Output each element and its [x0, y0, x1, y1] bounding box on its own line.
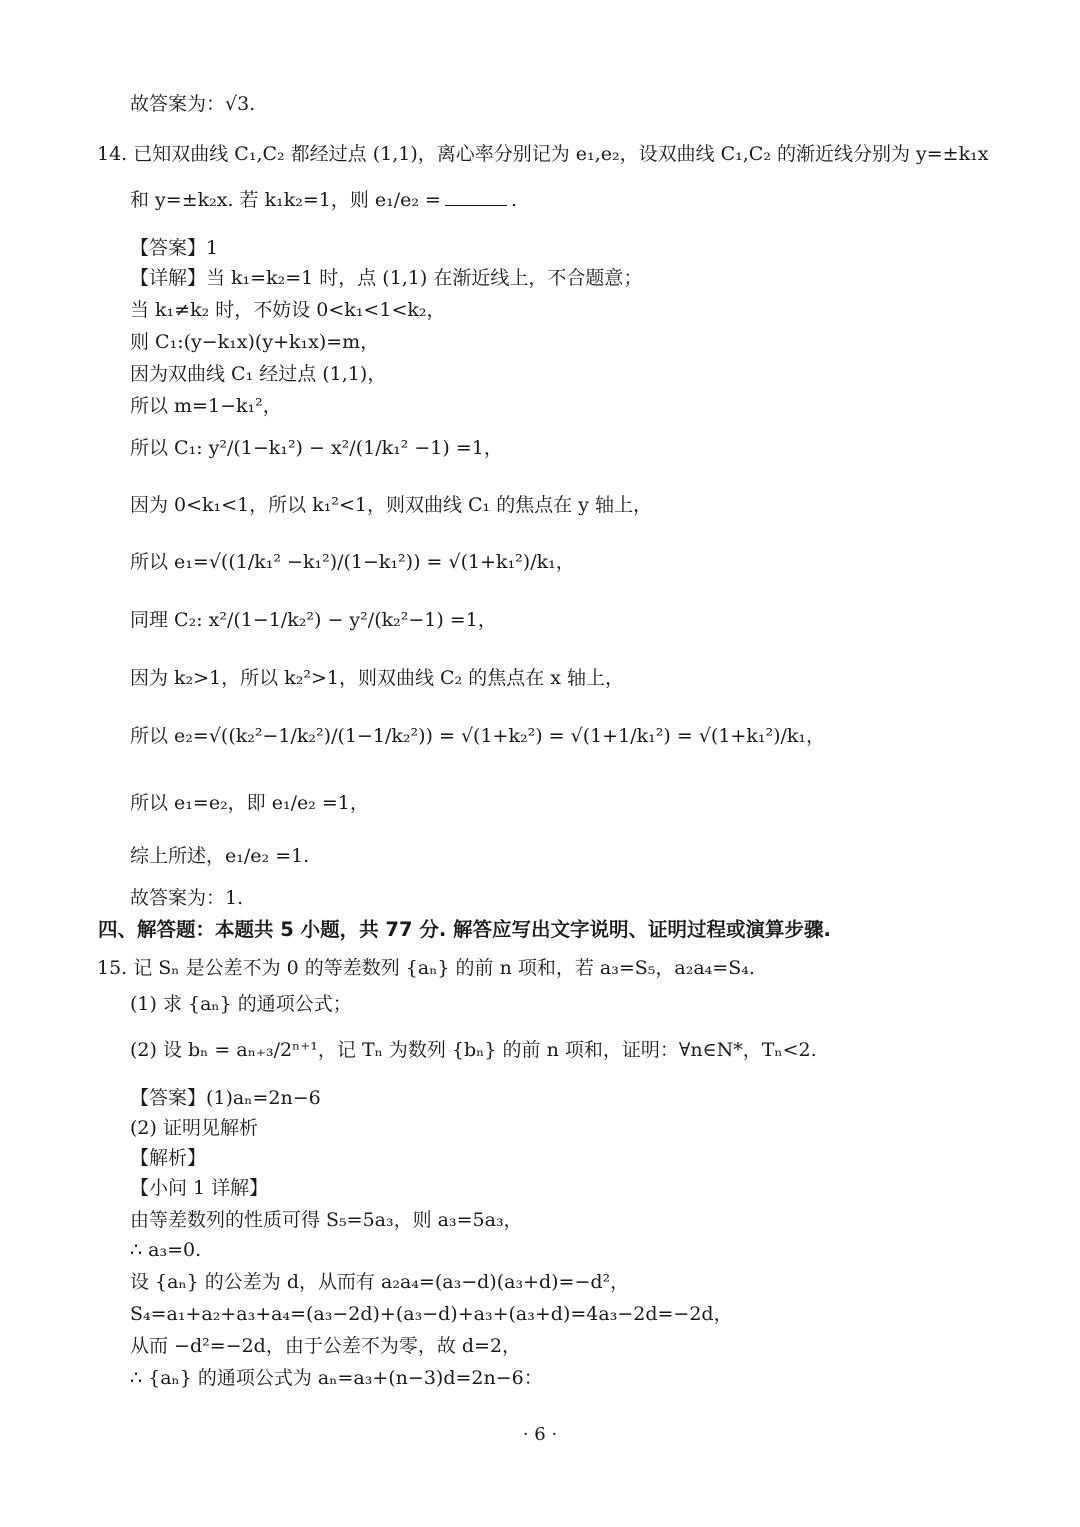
text-line: ∴ {aₙ} 的通项公式为 aₙ=a₃+(n−3)d=2n−6：	[130, 1367, 543, 1389]
formula-line: 所以 C₁: y²/(1−k₁²) − x²/(1/k₁² −1) =1，	[130, 437, 503, 459]
formula-line: 所以 e₁=√((1/k₁² −k₁²)/(1−k₁²)) = √(1+k₁²)/k₁，	[130, 551, 575, 573]
text-line: 所以 m=1−k₁²，	[130, 395, 282, 417]
question-14-cont: 和 y=±k₂x. 若 k₁k₂=1，则 e₁/e₂ =	[130, 189, 441, 211]
text-line: 由等差数列的性质可得 S₅=5a₃，则 a₃=5a₃，	[130, 1209, 523, 1231]
subquestion-2: (2) 设 bₙ = aₙ₊₃/2ⁿ⁺¹，记 Tₙ 为数列 {bₙ} 的前 n 项和，证明：∀n∈N*，Tₙ<2.	[130, 1039, 817, 1061]
question-14: 14. 已知双曲线 C₁,C₂ 都经过点 (1,1)，离心率分别记为 e₁,e₂，设双曲线 C₁,C₂ 的渐近线分别为 y=±k₁x	[97, 143, 989, 165]
text-line: 【解析】	[130, 1147, 207, 1169]
subquestion-1: (1) 求 {aₙ} 的通项公式；	[130, 993, 352, 1015]
text-line: 因为 0<k₁<1，所以 k₁²<1，则双曲线 C₁ 的焦点在 y 轴上，	[130, 494, 653, 516]
section-heading: 四、解答题：本题共 5 小题，共 77 分. 解答应写出文字说明、证明过程或演算步骤.	[98, 918, 831, 941]
answer-line: 【答案】1	[130, 237, 219, 259]
text-line: 设 {aₙ} 的公差为 d，从而有 a₂a₄=(a₃−d)(a₃+d)=−d²，	[130, 1271, 630, 1293]
formula-line: 综上所述，e₁/e₂ =1.	[130, 845, 310, 867]
text-line: 故答案为：√3.	[130, 93, 256, 115]
formula-line: 所以 e₁=e₂，即 e₁/e₂ =1，	[130, 792, 369, 814]
text-line: 【小问 1 详解】	[130, 1177, 269, 1199]
text-line: 和 y=±k₂x. 若 k₁k₂=1，则 e₁/e₂ = .	[130, 189, 518, 211]
answer-line: 【答案】(1)aₙ=2n−6	[130, 1087, 321, 1109]
answer-blank	[445, 191, 507, 206]
text-line: 从而 −d²=−2d，由于公差不为零，故 d=2，	[130, 1335, 522, 1357]
formula-line: 同理 C₂: x²/(1−1/k₂²) − y²/(k₂²−1) =1，	[130, 609, 497, 631]
text-line: 则 C₁:(y−k₁x)(y+k₁x)=m，	[130, 331, 380, 353]
question-15: 15. 记 Sₙ 是公差不为 0 的等差数列 {aₙ} 的前 n 项和，若 a₃=S₅，a₂a₄=S₄.	[97, 957, 755, 979]
text-line: 因为双曲线 C₁ 经过点 (1,1)，	[130, 363, 387, 385]
text-line: 故答案为：1.	[130, 887, 244, 909]
formula-line: 所以 e₂=√((k₂²−1/k₂²)/(1−1/k₂²)) = √(1+k₂²) = √(1+1/k₁²) = √(1+k₁²)/k₁，	[130, 725, 826, 747]
text-line: 【详解】当 k₁=k₂=1 时，点 (1,1) 在渐近线上，不合题意；	[130, 267, 643, 289]
page-number: · 6 ·	[522, 1424, 558, 1445]
text-line: (2) 证明见解析	[130, 1117, 258, 1139]
text-line: ∴ a₃=0.	[130, 1239, 202, 1261]
text-line: 因为 k₂>1，所以 k₂²>1，则双曲线 C₂ 的焦点在 x 轴上，	[130, 667, 625, 689]
text-line: 当 k₁≠k₂ 时，不妨设 0<k₁<1<k₂，	[130, 299, 446, 321]
text-line: S₄=a₁+a₂+a₃+a₄=(a₃−2d)+(a₃−d)+a₃+(a₃+d)=4a₃−2d=−2d，	[130, 1303, 733, 1325]
